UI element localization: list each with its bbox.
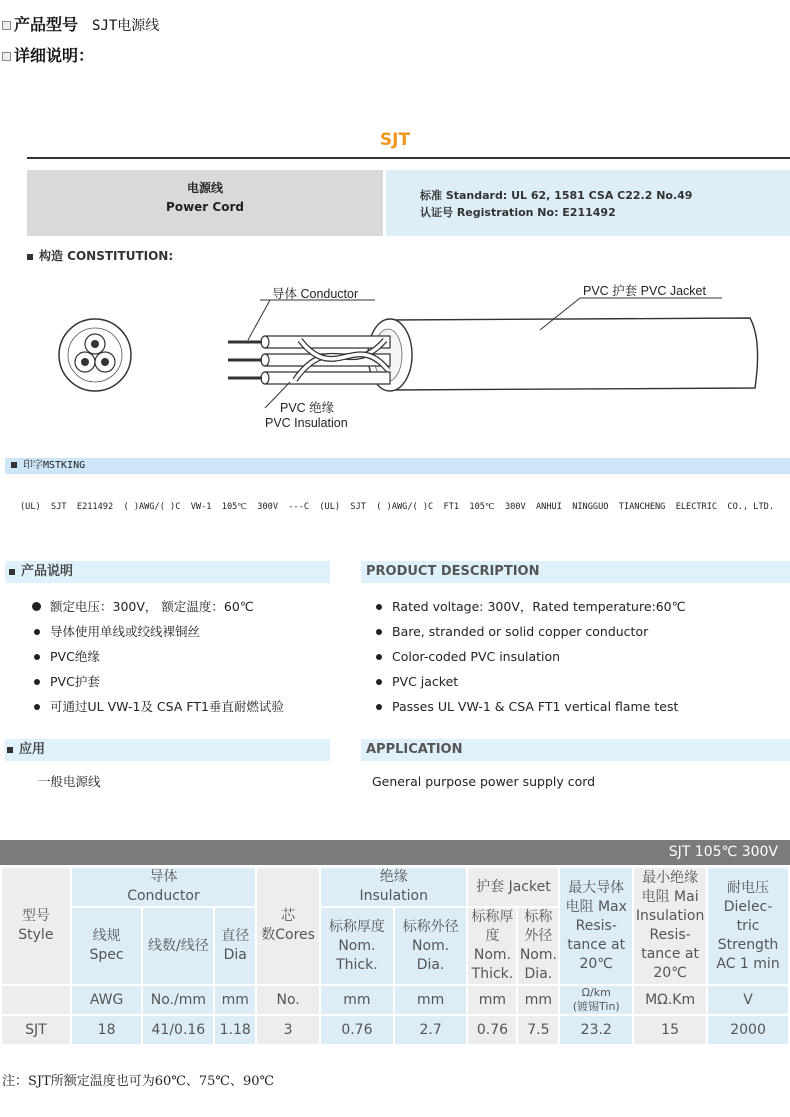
jacket-header: 护套 Jacket [467, 867, 559, 907]
conductors-icon [228, 342, 262, 378]
model-value: SJT电源线 [92, 18, 160, 34]
registration-line: 认证号 Registration No: E211492 [420, 206, 616, 219]
standards-box [386, 170, 790, 236]
title-divider [27, 157, 790, 159]
table-cell: 0.76 [320, 1015, 394, 1045]
list-item: 可通过UL VW-1及 CSA FT1垂直耐燃试验 [28, 694, 328, 719]
square-bullet-icon [9, 569, 15, 575]
insulation-header: 绝缘 Insulation [320, 867, 467, 907]
footnote: 注：SJT所额定温度也可为60℃、75℃、90℃ [2, 1074, 275, 1089]
product-name-en: Power Cord [166, 200, 244, 214]
list-item: 额定电压：300V， 额定温度：60℃ [28, 594, 328, 619]
list-item: Color-coded PVC insulation [370, 644, 790, 669]
insulation-resistance-header: 最小绝缘 电阻 Mai Insulation Resis- tance at 20℃ [633, 867, 707, 985]
marking-label: 印字MSTKING [23, 460, 86, 471]
table-cell [1, 985, 71, 1015]
detail-label: 详细说明： [14, 46, 95, 65]
application-en-heading: APPLICATION [361, 739, 790, 761]
cable-construction-diagram [50, 270, 790, 440]
strand-header: 线数/线径 [142, 907, 214, 985]
resistance-header: 最大导体 电阻 Max Resis- tance at 20℃ [559, 867, 633, 985]
product-name-box [27, 170, 383, 236]
table-cell: No./mm [142, 985, 214, 1015]
cross-section-icon [59, 319, 131, 391]
marking-text: (UL) SJT E211492 ( )AWG/( )C VW-1 105℃ 300V ---C (UL) SJT ( )AWG/( )C FT1 105℃ 300V ANHUI NINGGUO TIANCHENG ELECTRIC CO., LTD. [20, 502, 774, 512]
table-cell: 2000 [707, 1015, 789, 1045]
product-description-en-list [370, 594, 790, 719]
table-cell: 41/0.16 [142, 1015, 214, 1045]
jacket-label: PVC 护套 PVC Jacket [583, 284, 706, 298]
product-description-cn-list [28, 594, 328, 719]
table-cell: mm [517, 985, 559, 1015]
table-cell: 3 [256, 1015, 320, 1045]
table-cell: 23.2 [559, 1015, 633, 1045]
product-description-en-heading: PRODUCT DESCRIPTION [361, 561, 790, 583]
list-item: Bare, stranded or solid copper conductor [370, 619, 790, 644]
dia-header: 直径 Dia [214, 907, 256, 985]
table-row [1, 867, 789, 907]
table-row [1, 985, 789, 1015]
application-cn-text: 一般电源线 [38, 774, 101, 789]
bullet-icon [2, 52, 11, 61]
table-cell: AWG [71, 985, 143, 1015]
conductor-header: 导体 Conductor [71, 867, 257, 907]
table-cell: mm [467, 985, 517, 1015]
insulation-label-cn: PVC 绝缘 [280, 401, 335, 415]
table-row [1, 1015, 789, 1045]
table-cell: No. [256, 985, 320, 1015]
spec-header: 线规 Spec [71, 907, 143, 985]
list-item: Rated voltage: 300V，Rated temperature:60℃ [370, 594, 790, 619]
list-item: PVC jacket [370, 669, 790, 694]
square-bullet-icon [27, 254, 33, 260]
square-bullet-icon [11, 462, 17, 468]
table-cell: MΩ.Km [633, 985, 707, 1015]
square-bullet-icon [7, 747, 13, 753]
list-item: PVC护套 [28, 669, 328, 694]
table-cell: 15 [633, 1015, 707, 1045]
conductor-label: 导体 Conductor [272, 287, 359, 301]
style-header: 型号 Style [1, 867, 71, 985]
cores-header: 芯 数Cores [256, 867, 320, 985]
list-item: PVC绝缘 [28, 644, 328, 669]
table-cell: mm [394, 985, 468, 1015]
insulation-label-en: PVC Insulation [265, 416, 348, 430]
table-cell: 1.18 [214, 1015, 256, 1045]
table-cell: 7.5 [517, 1015, 559, 1045]
spec-table-title: SJT 105℃ 300V [0, 840, 790, 865]
table-cell: mm [320, 985, 394, 1015]
model-label: 产品型号 [14, 15, 79, 34]
bullet-icon [2, 21, 11, 30]
application-cn-heading: 应用 [5, 739, 330, 761]
ins-dia-header: 标称外径 Nom. Dia. [394, 907, 468, 985]
ins-thick-header: 标称厚度 Nom. Thick. [320, 907, 394, 985]
table-cell: 0.76 [467, 1015, 517, 1045]
page-title: SJT [379, 130, 411, 150]
list-item: Passes UL VW-1 & CSA FT1 vertical flame test [370, 694, 790, 719]
dielectric-header: 耐电压 Dielec- tric Strength AC 1 min [707, 867, 789, 985]
table-cell: SJT [1, 1015, 71, 1045]
application-en-text: General purpose power supply cord [372, 774, 596, 789]
jacket-dia-header: 标称 外径 Nom. Dia. [517, 907, 559, 985]
table-cell: 18 [71, 1015, 143, 1045]
cable-jacket-icon [368, 318, 758, 391]
table-cell: 2.7 [394, 1015, 468, 1045]
insulated-cores-icon [261, 336, 390, 384]
detail-line [2, 43, 94, 66]
marking-bar [5, 458, 790, 474]
list-item: 导体使用单线或绞线裸铜丝 [28, 619, 328, 644]
jacket-thick-header: 标称厚 度 Nom. Thick. [467, 907, 517, 985]
product-name-cn: 电源线 [186, 181, 223, 195]
product-description-cn-heading: 产品说明 [5, 561, 330, 583]
table-cell: mm [214, 985, 256, 1015]
table-cell: Ω/km (镀锡Tin) [559, 985, 633, 1015]
spec-table [0, 866, 790, 1046]
product-model-line [2, 12, 159, 35]
constitution-heading: 构造 CONSTITUTION: [27, 247, 173, 264]
standard-line: 标准 Standard: UL 62, 1581 CSA C22.2 No.49 [420, 189, 693, 202]
table-cell: V [707, 985, 789, 1015]
